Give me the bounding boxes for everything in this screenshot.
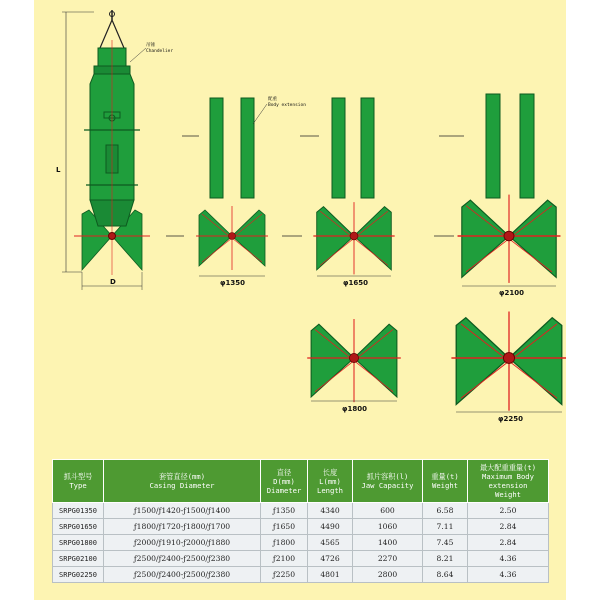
cell-jaw-capacity: 1060 [353, 519, 423, 535]
body-extension-1650 [332, 98, 374, 198]
header-max-extension-weight: 最大配重重量(t) Maximum Body extension Weight [468, 460, 549, 503]
cell-casing-diameter: ƒ1800/ƒ1720-ƒ1800/ƒ1700 [104, 519, 261, 535]
header-jaw-capacity: 抓片容积(l) Jaw Capacity [353, 460, 423, 503]
cell-diameter: ƒ1350 [261, 503, 308, 519]
table-row [53, 519, 549, 535]
header-length: 长度 L(mm) Length [308, 460, 353, 503]
cell-type: SRPG01350 [53, 503, 104, 519]
cell-max-extension-weight: 2.84 [468, 535, 549, 551]
cell-casing-diameter: ƒ2500/ƒ2400-ƒ2500/ƒ2380 [104, 551, 261, 567]
cell-length: 4726 [308, 551, 353, 567]
cell-max-extension-weight: 4.36 [468, 551, 549, 567]
cell-jaw-capacity: 2800 [353, 567, 423, 583]
cell-weight: 7.11 [423, 519, 468, 535]
header-diameter: 直径 D(mm) Diameter [261, 460, 308, 503]
table-row [53, 551, 549, 567]
extension-label-en: Body extension [268, 103, 306, 108]
cell-casing-diameter: ƒ1500/ƒ1420-ƒ1500/ƒ1400 [104, 503, 261, 519]
cell-length: 4801 [308, 567, 353, 583]
cell-diameter: ƒ1800 [261, 535, 308, 551]
cell-length: 4340 [308, 503, 353, 519]
cell-weight: 8.21 [423, 551, 468, 567]
cell-max-extension-weight: 2.84 [468, 519, 549, 535]
jaw-set-2100 [458, 195, 561, 283]
diameter-2250-label: φ2250 [498, 415, 523, 423]
cell-jaw-capacity: 600 [353, 503, 423, 519]
length-label: L [56, 166, 61, 174]
spec-sheet [34, 0, 566, 600]
grab-bucket-diagram [34, 0, 566, 455]
body-extension-2100 [486, 94, 534, 198]
cell-casing-diameter: ƒ2500/ƒ2400-ƒ2500/ƒ2380 [104, 567, 261, 583]
diameter-2100-label: φ2100 [499, 289, 524, 297]
jaw-set-1350 [196, 206, 268, 270]
header-casing-diameter: 套管直径(mm) Casing Diameter [104, 460, 261, 503]
table-row [53, 535, 549, 551]
cell-weight: 6.58 [423, 503, 468, 519]
header-weight: 重量(t) Weight [423, 460, 468, 503]
chandelier-label-en: Chandelier [146, 49, 174, 54]
header-type: 抓斗型号 Type [53, 460, 104, 503]
jaw-set-2250 [451, 312, 566, 411]
cell-length: 4490 [308, 519, 353, 535]
cell-weight: 8.64 [423, 567, 468, 583]
cell-type: SRPG01650 [53, 519, 104, 535]
spec-table-header [53, 460, 549, 503]
cell-length: 4565 [308, 535, 353, 551]
cell-diameter: ƒ2250 [261, 567, 308, 583]
chandelier-label-cn: 吊锤 [146, 43, 155, 48]
diameter-1650-label: φ1650 [343, 279, 368, 287]
cell-jaw-capacity: 2270 [353, 551, 423, 567]
jaw-set-1800 [307, 319, 401, 402]
cell-casing-diameter: ƒ2000/ƒ1910-ƒ2000/ƒ1880 [104, 535, 261, 551]
diameter-1350-label: φ1350 [220, 279, 245, 287]
cell-diameter: ƒ2100 [261, 551, 308, 567]
diameter-label: D [110, 278, 116, 286]
cell-diameter: ƒ1650 [261, 519, 308, 535]
cell-max-extension-weight: 4.36 [468, 567, 549, 583]
table-row [53, 503, 549, 519]
table-row [53, 567, 549, 583]
jaw-set-1650 [313, 202, 394, 274]
extension-label-cn: 配重 [268, 97, 277, 102]
cell-max-extension-weight: 2.50 [468, 503, 549, 519]
diameter-1800-label: φ1800 [342, 405, 367, 413]
main-grab-drawing [62, 10, 150, 290]
spec-table [52, 459, 549, 583]
cell-type: SRPG01800 [53, 535, 104, 551]
cell-weight: 7.45 [423, 535, 468, 551]
cell-type: SRPG02100 [53, 551, 104, 567]
cell-type: SRPG02250 [53, 567, 104, 583]
cell-jaw-capacity: 1400 [353, 535, 423, 551]
body-extension-1350 [210, 98, 267, 198]
